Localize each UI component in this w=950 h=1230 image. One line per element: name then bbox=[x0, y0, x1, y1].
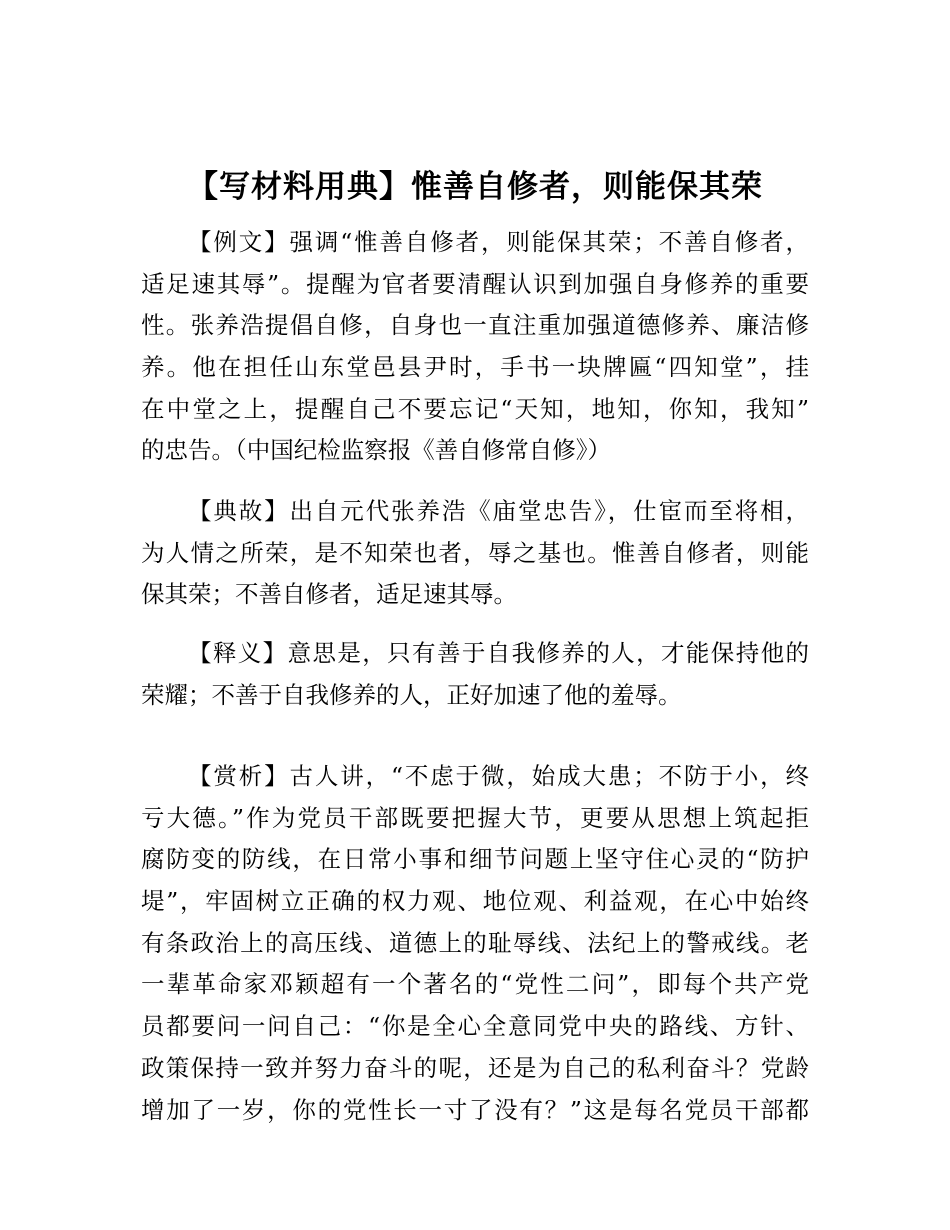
text-line: 增加了一岁，你的党性长一寸了没有？”这是每名党员干部都 bbox=[141, 1095, 809, 1124]
text-line: 堤”，牢固树立正确的权力观、地位观、利益观，在心中始终 bbox=[141, 887, 809, 916]
text-line: 政策保持一致并努力奋斗的呢，还是为自己的私利奋斗？党龄 bbox=[141, 1053, 809, 1082]
text-line: 【典故】出自元代张养浩《庙堂忠告》，仕宦而至将相， bbox=[188, 497, 809, 525]
text-line: 荣耀；不善于自我修养的人，正好加速了他的羞辱。 bbox=[141, 680, 682, 709]
text-line: 【例文】强调“惟善自修者，则能保其荣；不善自修者， bbox=[188, 228, 809, 256]
paragraph-appreciation bbox=[141, 756, 809, 1131]
text-line: 亏大德。”作为党员干部既要把握大节，更要从思想上筑起拒 bbox=[141, 803, 809, 832]
paragraph-example bbox=[141, 222, 809, 472]
paragraph-definition bbox=[141, 633, 809, 716]
text-line: 养。他在担任山东堂邑县尹时，手书一块牌匾“四知堂”，挂 bbox=[141, 353, 809, 382]
text-line: 腐防变的防线，在日常小事和细节问题上坚守住心灵的“防护 bbox=[141, 845, 809, 874]
text-line: 【释义】意思是，只有善于自我修养的人，才能保持他的 bbox=[188, 639, 809, 667]
text-line: 在中堂之上，提醒自己不要忘记“天知，地知，你知，我知” bbox=[141, 394, 809, 423]
text-line: 员都要问一问自己：“你是全心全意同党中央的路线、方针、 bbox=[141, 1012, 809, 1041]
text-line: 的忠告。（中国纪检监察报《善自修常自修》） bbox=[141, 436, 611, 465]
text-line: 保其荣；不善自修者，适足速其辱。 bbox=[141, 580, 517, 609]
document-title: 【写材料用典】惟善自修者，则能保其荣 bbox=[187, 169, 763, 205]
paragraph-allusion bbox=[141, 491, 809, 616]
text-line: 适足速其辱”。提醒为官者要清醒认识到加强自身修养的重要 bbox=[141, 269, 809, 298]
text-line: 性。张养浩提倡自修，自身也一直注重加强道德修养、廉洁修 bbox=[141, 311, 809, 340]
text-line: 一辈革命家邓颖超有一个著名的“党性二问”，即每个共产党 bbox=[141, 970, 809, 999]
text-line: 【赏析】古人讲，“不虑于微，始成大患；不防于小，终 bbox=[188, 762, 809, 790]
text-line: 为人情之所荣，是不知荣也者，辱之基也。惟善自修者，则能 bbox=[141, 538, 809, 567]
text-line: 有条政治上的高压线、道德上的耻辱线、法纪上的警戒线。老 bbox=[141, 928, 809, 957]
